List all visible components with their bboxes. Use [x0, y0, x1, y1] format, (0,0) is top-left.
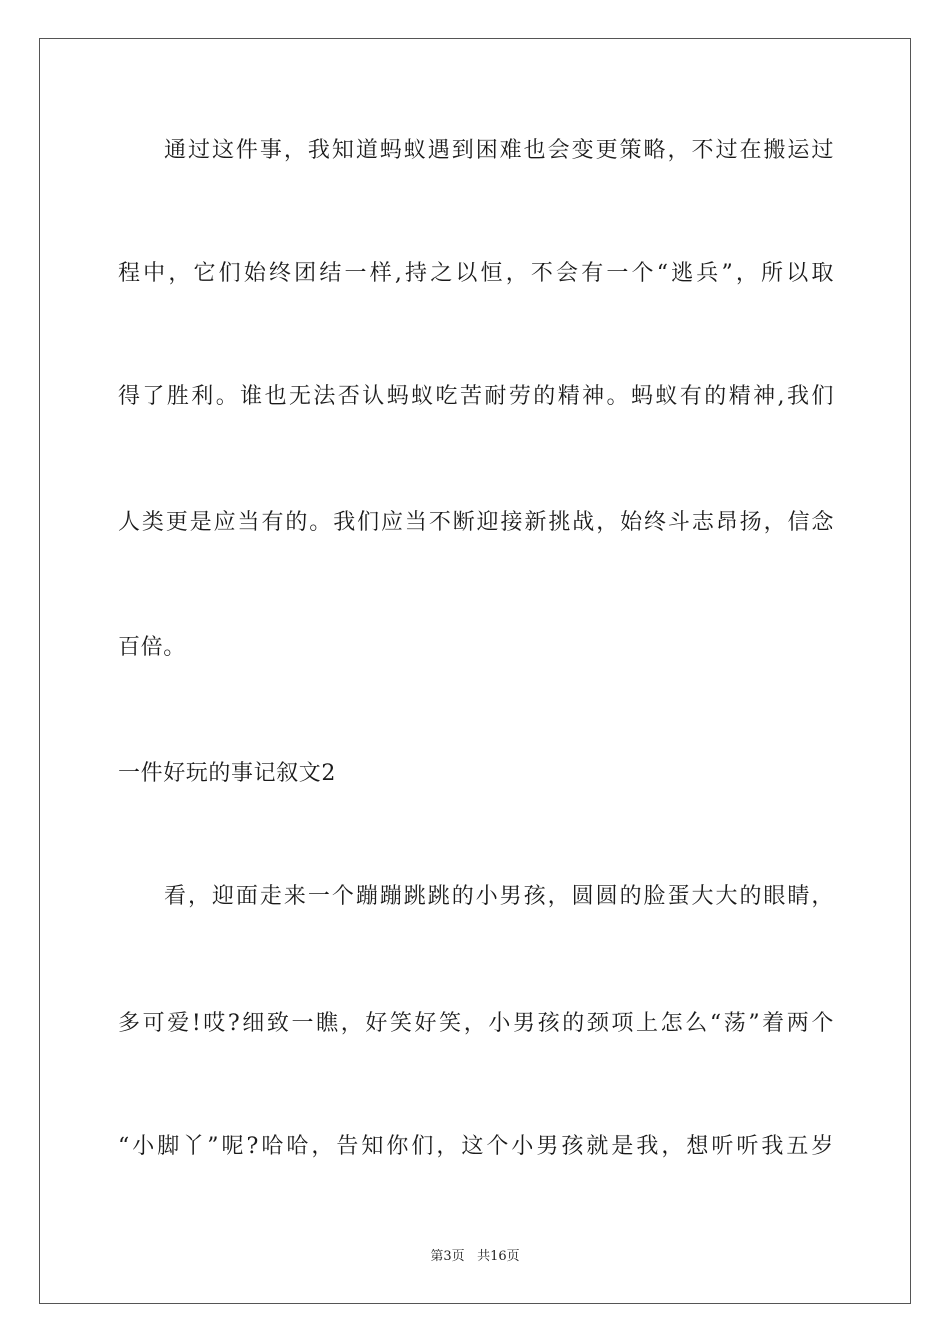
- page-border: [39, 38, 911, 1304]
- section-heading: 一件好玩的事记叙文2: [118, 761, 336, 786]
- paragraph-line: 程中，它们始终团结一样,持之以恒，不会有一个“逃兵”，所以取: [118, 261, 834, 286]
- paragraph-line: 百倍。: [118, 635, 186, 660]
- paragraph-line: 人类更是应当有的。我们应当不断迎接新挑战，始终斗志昂扬，信念: [118, 510, 834, 535]
- paragraph-line: 通过这件事，我知道蚂蚁遇到困难也会变更策略，不过在搬运过: [164, 138, 834, 163]
- paragraph-line: “小脚丫”呢?哈哈，告知你们，这个小男孩就是我，想听听我五岁: [118, 1134, 834, 1159]
- page-number: 第3页: [430, 1249, 465, 1264]
- paragraph-line: 看，迎面走来一个蹦蹦跳跳的小男孩，圆圆的脸蛋大大的眼睛，: [164, 884, 834, 909]
- page-footer: [0, 1248, 950, 1266]
- paragraph-line: 得了胜利。谁也无法否认蚂蚁吃苦耐劳的精神。蚂蚁有的精神,我们: [118, 384, 834, 409]
- page-total: 共16页: [477, 1249, 520, 1264]
- paragraph-line: 多可爱!哎?细致一瞧，好笑好笑，小男孩的颈项上怎么“荡”着两个: [118, 1011, 834, 1036]
